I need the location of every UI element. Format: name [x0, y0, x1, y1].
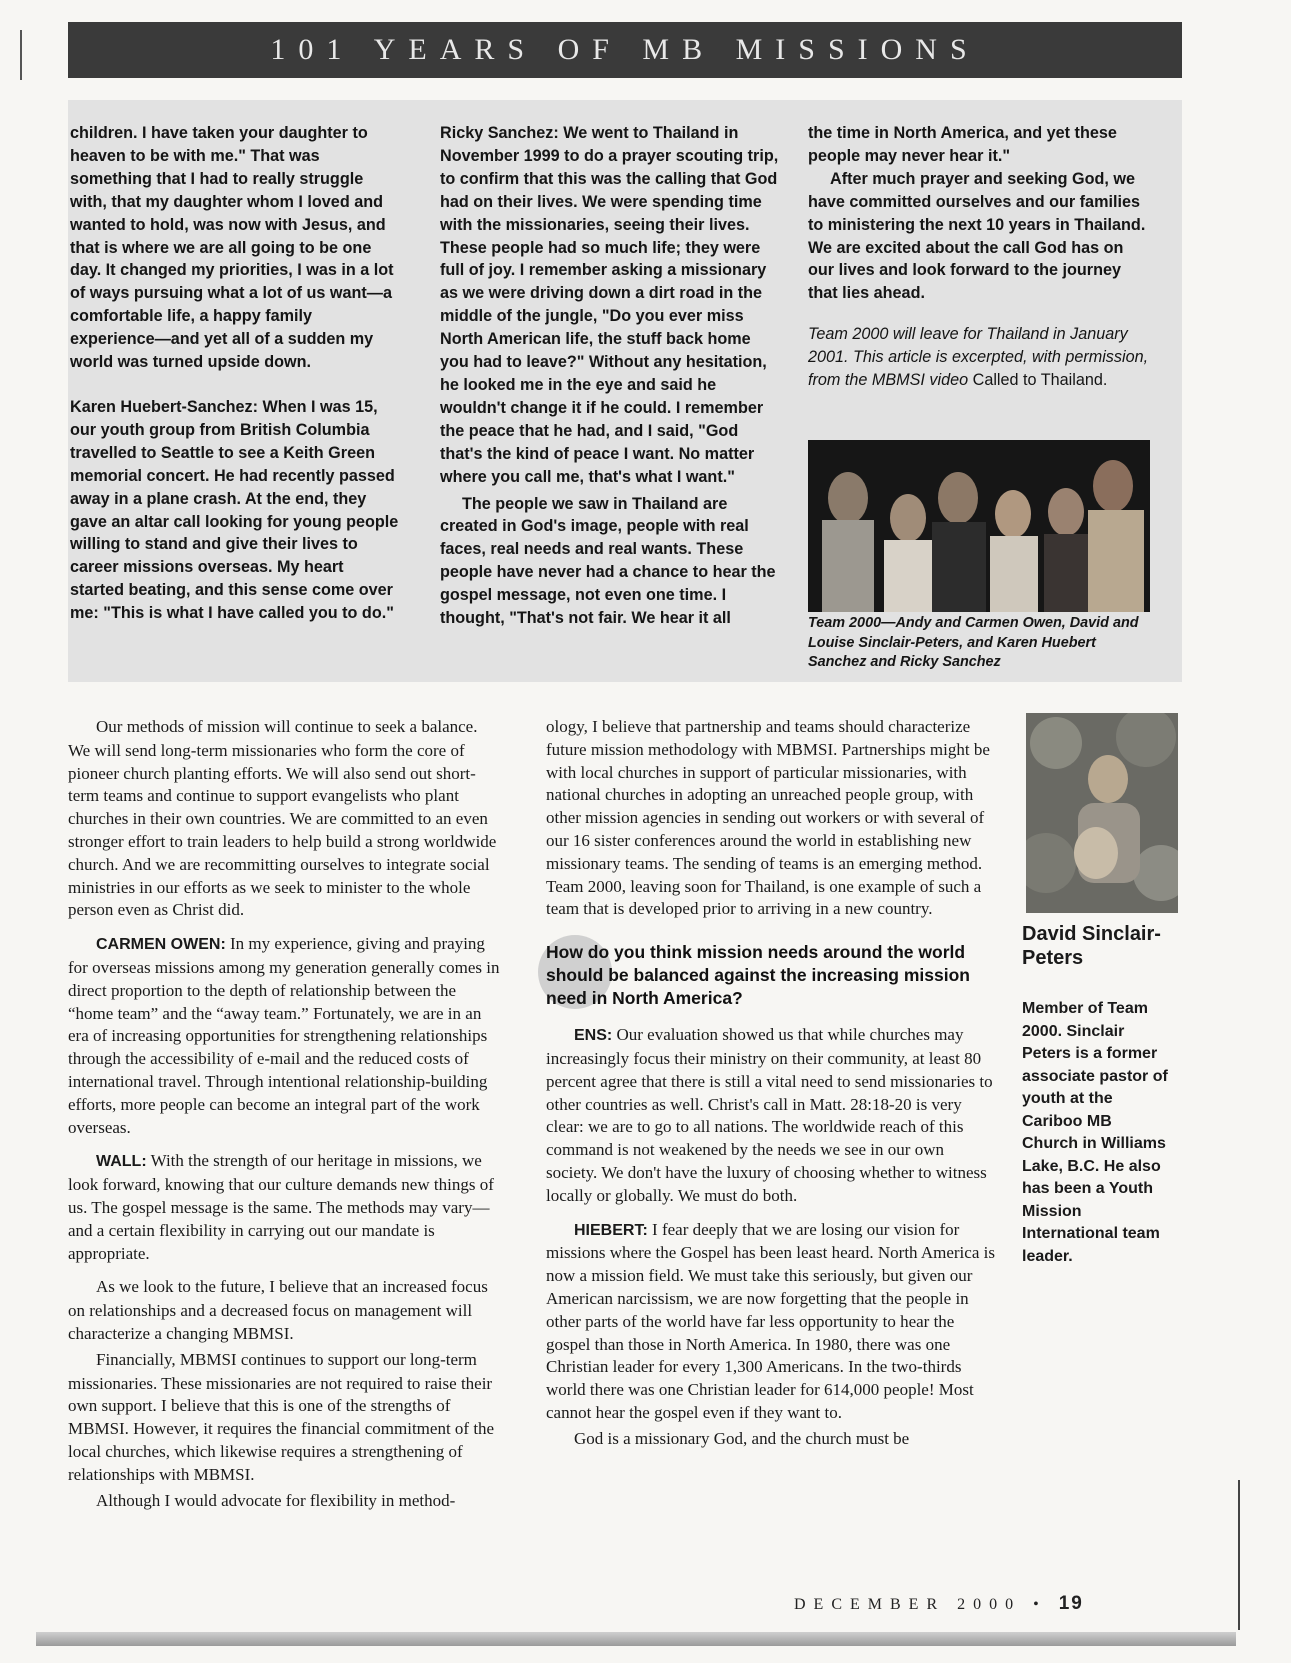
- body-paragraph: Although I would advocate for flexibility in method-: [96, 1490, 456, 1510]
- body-column-1: [68, 716, 500, 1524]
- margin-rule: [1238, 1480, 1240, 1630]
- margin-rule: [20, 30, 22, 80]
- page-footer: [794, 1593, 1084, 1615]
- bottom-scan-bar: [36, 1632, 1236, 1646]
- body-paragraph: God is a missionary God, and the church must be: [574, 1428, 910, 1448]
- body-paragraph: As we look to the future, I believe that an increased focus on relationships and a decreased focus on management will characterize a changing MBMSI.: [68, 1277, 488, 1343]
- top-column-3: [808, 122, 1153, 392]
- issue-date: DECEMBER 2000: [794, 1596, 1022, 1613]
- question-heading: How do you think mission needs around the world should be balanced against the increasing mission need in North America?: [546, 941, 996, 1010]
- body-paragraph: Our methods of mission will continue to seek a balance. We will send long-term missionaries who form the core of pioneer church planting efforts. We will also send out short-term teams and continue to support evangelists who plant churches in their own countries. We are committed to an even stronger effort to train leaders to help build a strong worldwide church. And we are recommitting ourselves to integrate social ministries in our efforts as we seek to minister to the whole person even as Christ did.: [68, 717, 497, 920]
- top-paragraph: After much prayer and seeking God, we have committed ourselves and our families to ministering the next 10 years in Thailand. We are excited about the call God has on our lives and look forward to the journey that lies ahead.: [808, 169, 1146, 303]
- body-paragraph: CARMEN OWEN: In my experience, giving and praying for overseas missions among my generation generally comes in direct proportion to the depth of relationship between the “home team” and the “away team.” Fortunately, we are in an era of increasing opportunities for strengthening relationships through the accessibility of e-mail and the reduced costs of international travel. Through intentional relationship-building efforts, more people can become an integral part of the work overseas.: [68, 934, 500, 1137]
- bio-text: Member of Team 2000. Sinclair Peters is a former associate pastor of youth at the Cariboo MB Church in Williams Lake, B.C. He also has been a Youth Mission International team leader.: [1022, 1000, 1168, 1265]
- top-paragraph: the time in North America, and yet these people may never hear it.": [808, 124, 1117, 165]
- speaker-name: HIEBERT:: [574, 1221, 648, 1239]
- speaker-name: CARMEN OWEN:: [96, 936, 226, 954]
- section-title: 101 YEARS OF MB MISSIONS: [270, 33, 980, 66]
- article-note: Team 2000 will leave for Thailand in January 2001. This article is excerpted, with permission, from the MBMSI video Called to Thailand.: [808, 325, 1149, 390]
- speaker-name: Ricky Sanchez:: [440, 124, 559, 142]
- speaker-name: WALL:: [96, 1153, 147, 1171]
- speaker-name: Karen Huebert-Sanchez:: [70, 397, 258, 416]
- portrait-illustration: [1026, 713, 1178, 913]
- top-paragraph: children. I have taken your daughter to heaven to be with me." That was something that I had to really struggle with, that my daughter whom I loved and wanted to hold, was now with Jesus, and that is where we are all going to be one day. It changed my priorities, I was in a lot of ways pursuing what a lot of us want—a comfortable life, a happy family experience—and yet all of a sudden my world was turned upside down.: [70, 124, 394, 372]
- photo-caption: Team 2000—Andy and Carmen Owen, David and Louise Sinclair-Peters, and Karen Huebert Sanchez and Ricky Sanchez: [808, 615, 1139, 670]
- team-photo: [808, 440, 1150, 612]
- body-paragraph: ENS: Our evaluation showed us that while churches may increasingly focus their ministry on their community, at least 80 percent agree that there is still a vital need to send missionaries to other countries as well. Christ's call in Matt. 28:18-20 is very clear: we are to go to all nations. The worldwide reach of this command is not weakened by the needs we see in our own society. We don't have the luxury of choosing whether to witness locally or globally. We must do both.: [546, 1025, 993, 1205]
- top-paragraph: Ricky Sanchez: We went to Thailand in November 1999 to do a prayer scouting trip, to confirm that this was the calling that God had on their lives. We were spending time with the missionaries, seeing their lives. These people had so much life; they were full of joy. I remember asking a missionary as we were driving down a dirt road in the middle of the jungle, "Do you ever miss North American life, the stuff back home you had to leave?" Without any hesitation, he looked me in the eye and said he wouldn't change it if he could. I remember the peace that he had, and I said, "God that's the kind of peace I want. No matter where you call me, that's what I want.": [440, 124, 779, 486]
- footer-bullet: •: [1033, 1596, 1047, 1613]
- top-column-1: [70, 122, 400, 647]
- page-number: 19: [1058, 1593, 1084, 1614]
- body-paragraph: Financially, MBMSI continues to support our long-term missionaries. These missionaries are not required to raise their own support. I believe that this is one of the strengths of MBMSI. However, it requires the financial commitment of the local churches, which likewise requires a strengthening of relationships with MBMSI.: [68, 1349, 495, 1484]
- section-header: [68, 22, 1182, 78]
- body-paragraph: ology, I believe that partnership and teams should characterize future mission methodology with MBMSI. Partnerships might be with local churches in support of particular missionaries, with national churches in adopting an unreached people group, with other mission agencies in sending out workers or with several of our 16 sister conferences around the world in establishing new missionary teams. The sending of teams is an emerging method. Team 2000, leaving soon for Thailand, is one example of such a team that is developed prior to arriving in a new country.: [546, 717, 990, 919]
- top-paragraph: The people we saw in Thailand are created in God's image, people with real faces, real needs and real wants. These people have never had a chance to hear the gospel message, not even one time. I thought, "That's not fair. We hear it all: [440, 494, 776, 628]
- body-paragraph: WALL: With the strength of our heritage in missions, we look forward, knowing that our culture demands new things of us. The gospel message is the same. The methods may vary—and a certain flexibility in carrying out our mandate is appropriate.: [68, 1151, 494, 1263]
- body-column-2: [546, 716, 996, 1463]
- top-paragraph: Karen Huebert-Sanchez: When I was 15, our youth group from British Columbia travelled to Seattle to see a Keith Green memorial concert. He had recently passed away in a plane crash. At the end, they gave an altar call looking for young people willing to stand and give their lives to career missions overseas. My heart started beating, and this sense come over me: "This is what I have called you to do.": [70, 397, 399, 623]
- bio-name: David Sinclair-Peters: [1022, 923, 1161, 969]
- top-column-2: [440, 122, 782, 652]
- portrait-photo: [1026, 713, 1178, 913]
- speaker-name: ENS:: [574, 1027, 613, 1045]
- body-paragraph: HIEBERT: I fear deeply that we are losing our vision for missions where the Gospel has been least heard. North America is now a mission field. We must take this seriously, but given our American narcissism, we are now forgetting that the people in other parts of the world have far less opportunity to hear the gospel than those in North America. In 1980, there was one Christian leader for every 1,300 Americans. In the two-thirds world there was one Christian leader for 614,000 people! Most cannot hear the gospel even if they want to.: [546, 1219, 995, 1422]
- team-photo-illustration: [808, 440, 1150, 612]
